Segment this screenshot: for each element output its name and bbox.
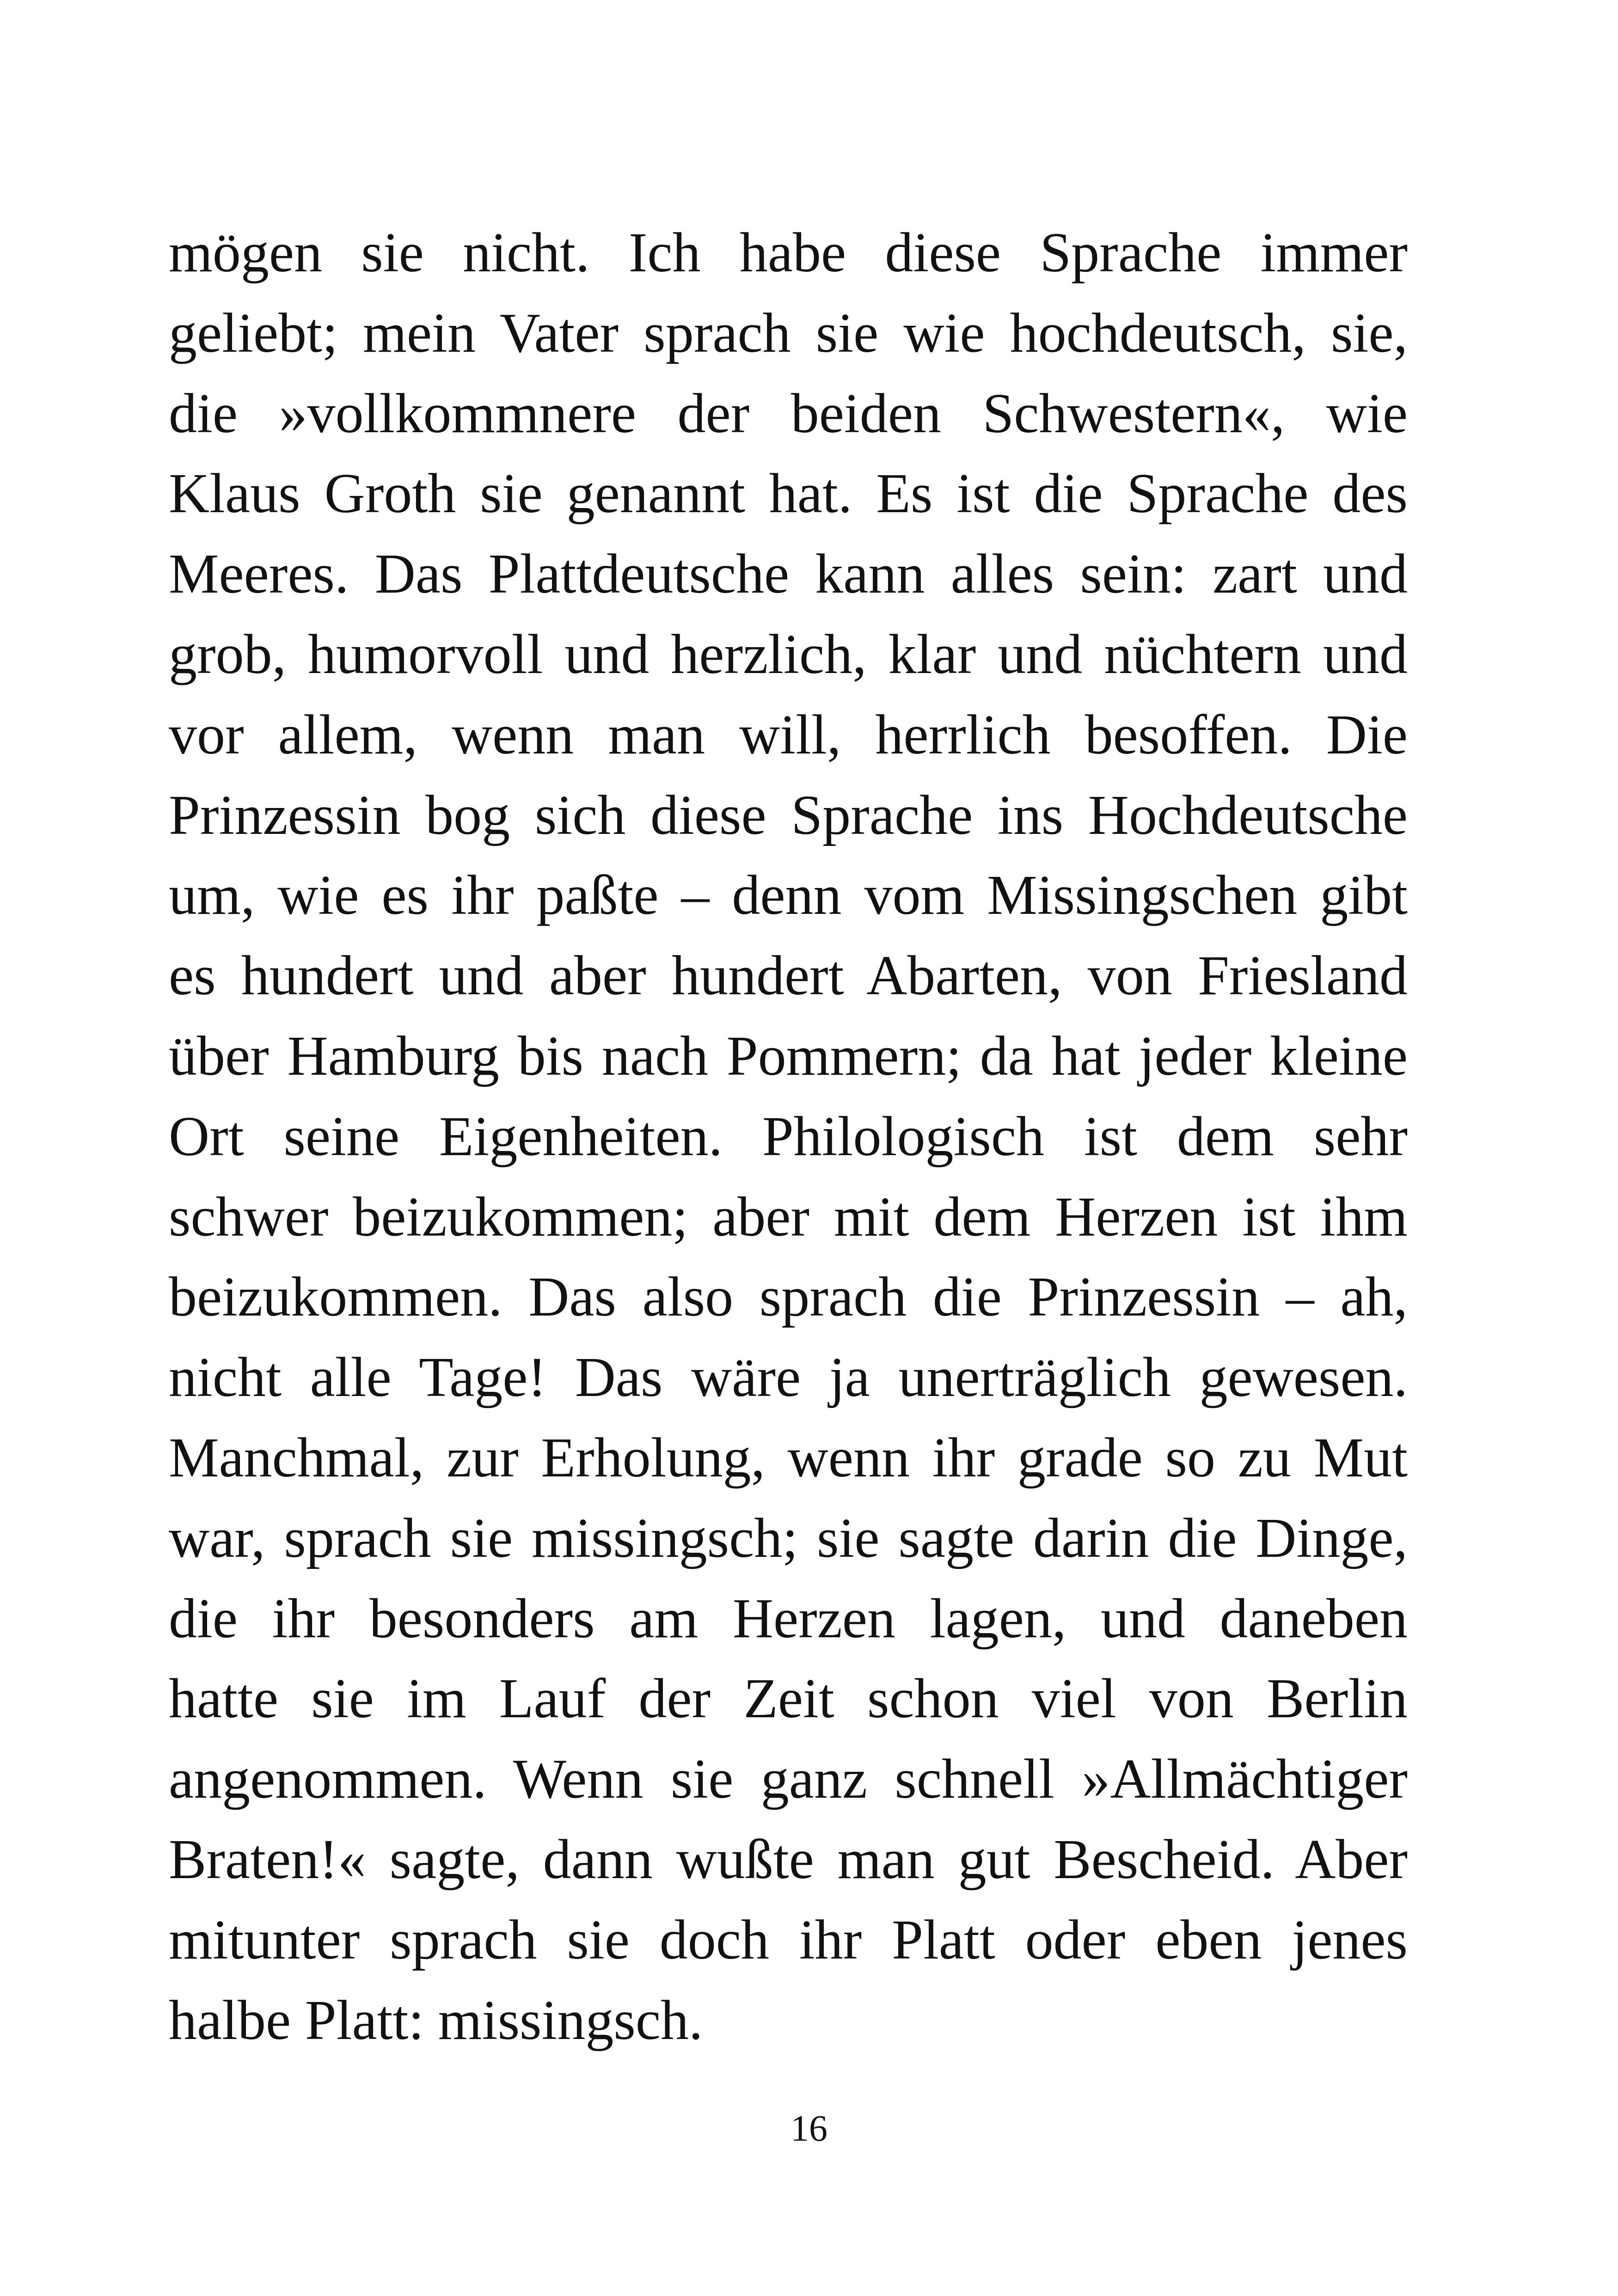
text-line: die »vollkommnere der beiden Schwestern«, wie	[169, 382, 1408, 445]
text-line: über Hamburg bis nach Pommern; da hat jeder kleine	[169, 1024, 1408, 1087]
text-line: nicht alle Tage! Das wäre ja unerträglich gewesen.	[169, 1346, 1408, 1409]
text-line: hatte sie im Lauf der Zeit schon viel von Berlin	[169, 1667, 1408, 1730]
text-line: war, sprach sie missingsch; sie sagte darin die Dinge,	[169, 1506, 1408, 1569]
text-line: mögen sie nicht. Ich habe diese Sprache immer	[169, 221, 1408, 284]
page-number: 16	[791, 2108, 827, 2149]
text-line: schwer beizukommen; aber mit dem Herzen ist ihm	[169, 1185, 1408, 1248]
text-line: Ort seine Eigenheiten. Philologisch ist dem sehr	[169, 1105, 1408, 1168]
text-line-last: halbe Platt: missingsch.	[169, 1989, 703, 2051]
body-text	[169, 213, 1408, 2060]
text-line: mitunter sprach sie doch ihr Platt oder eben jenes	[169, 1908, 1408, 1971]
text-line: beizukommen. Das also sprach die Prinzessin – ah,	[169, 1266, 1408, 1329]
text-line: Braten!« sagte, dann wußte man gut Bescheid. Aber	[169, 1828, 1408, 1891]
text-line: vor allem, wenn man will, herrlich besoffen. Die	[169, 703, 1408, 766]
text-line: Klaus Groth sie genannt hat. Es ist die Sprache des	[169, 462, 1408, 525]
text-line: Meeres. Das Plattdeutsche kann alles sein: zart und	[169, 543, 1408, 606]
text-line: geliebt; mein Vater sprach sie wie hochdeutsch, sie,	[169, 301, 1408, 364]
text-line: angenommen. Wenn sie ganz schnell »Allmächtiger	[169, 1748, 1408, 1811]
text-line: es hundert und aber hundert Abarten, von Friesland	[169, 944, 1408, 1007]
text-line: Manchmal, zur Erholung, wenn ihr grade so zu Mut	[169, 1426, 1408, 1489]
text-line: die ihr besonders am Herzen lagen, und daneben	[169, 1587, 1408, 1650]
text-line: grob, humorvoll und herzlich, klar und nüchtern und	[169, 623, 1408, 686]
text-line: Prinzessin bog sich diese Sprache ins Hochdeutsche	[169, 784, 1408, 846]
text-line: um, wie es ihr paßte – denn vom Missingschen gibt	[169, 864, 1408, 927]
